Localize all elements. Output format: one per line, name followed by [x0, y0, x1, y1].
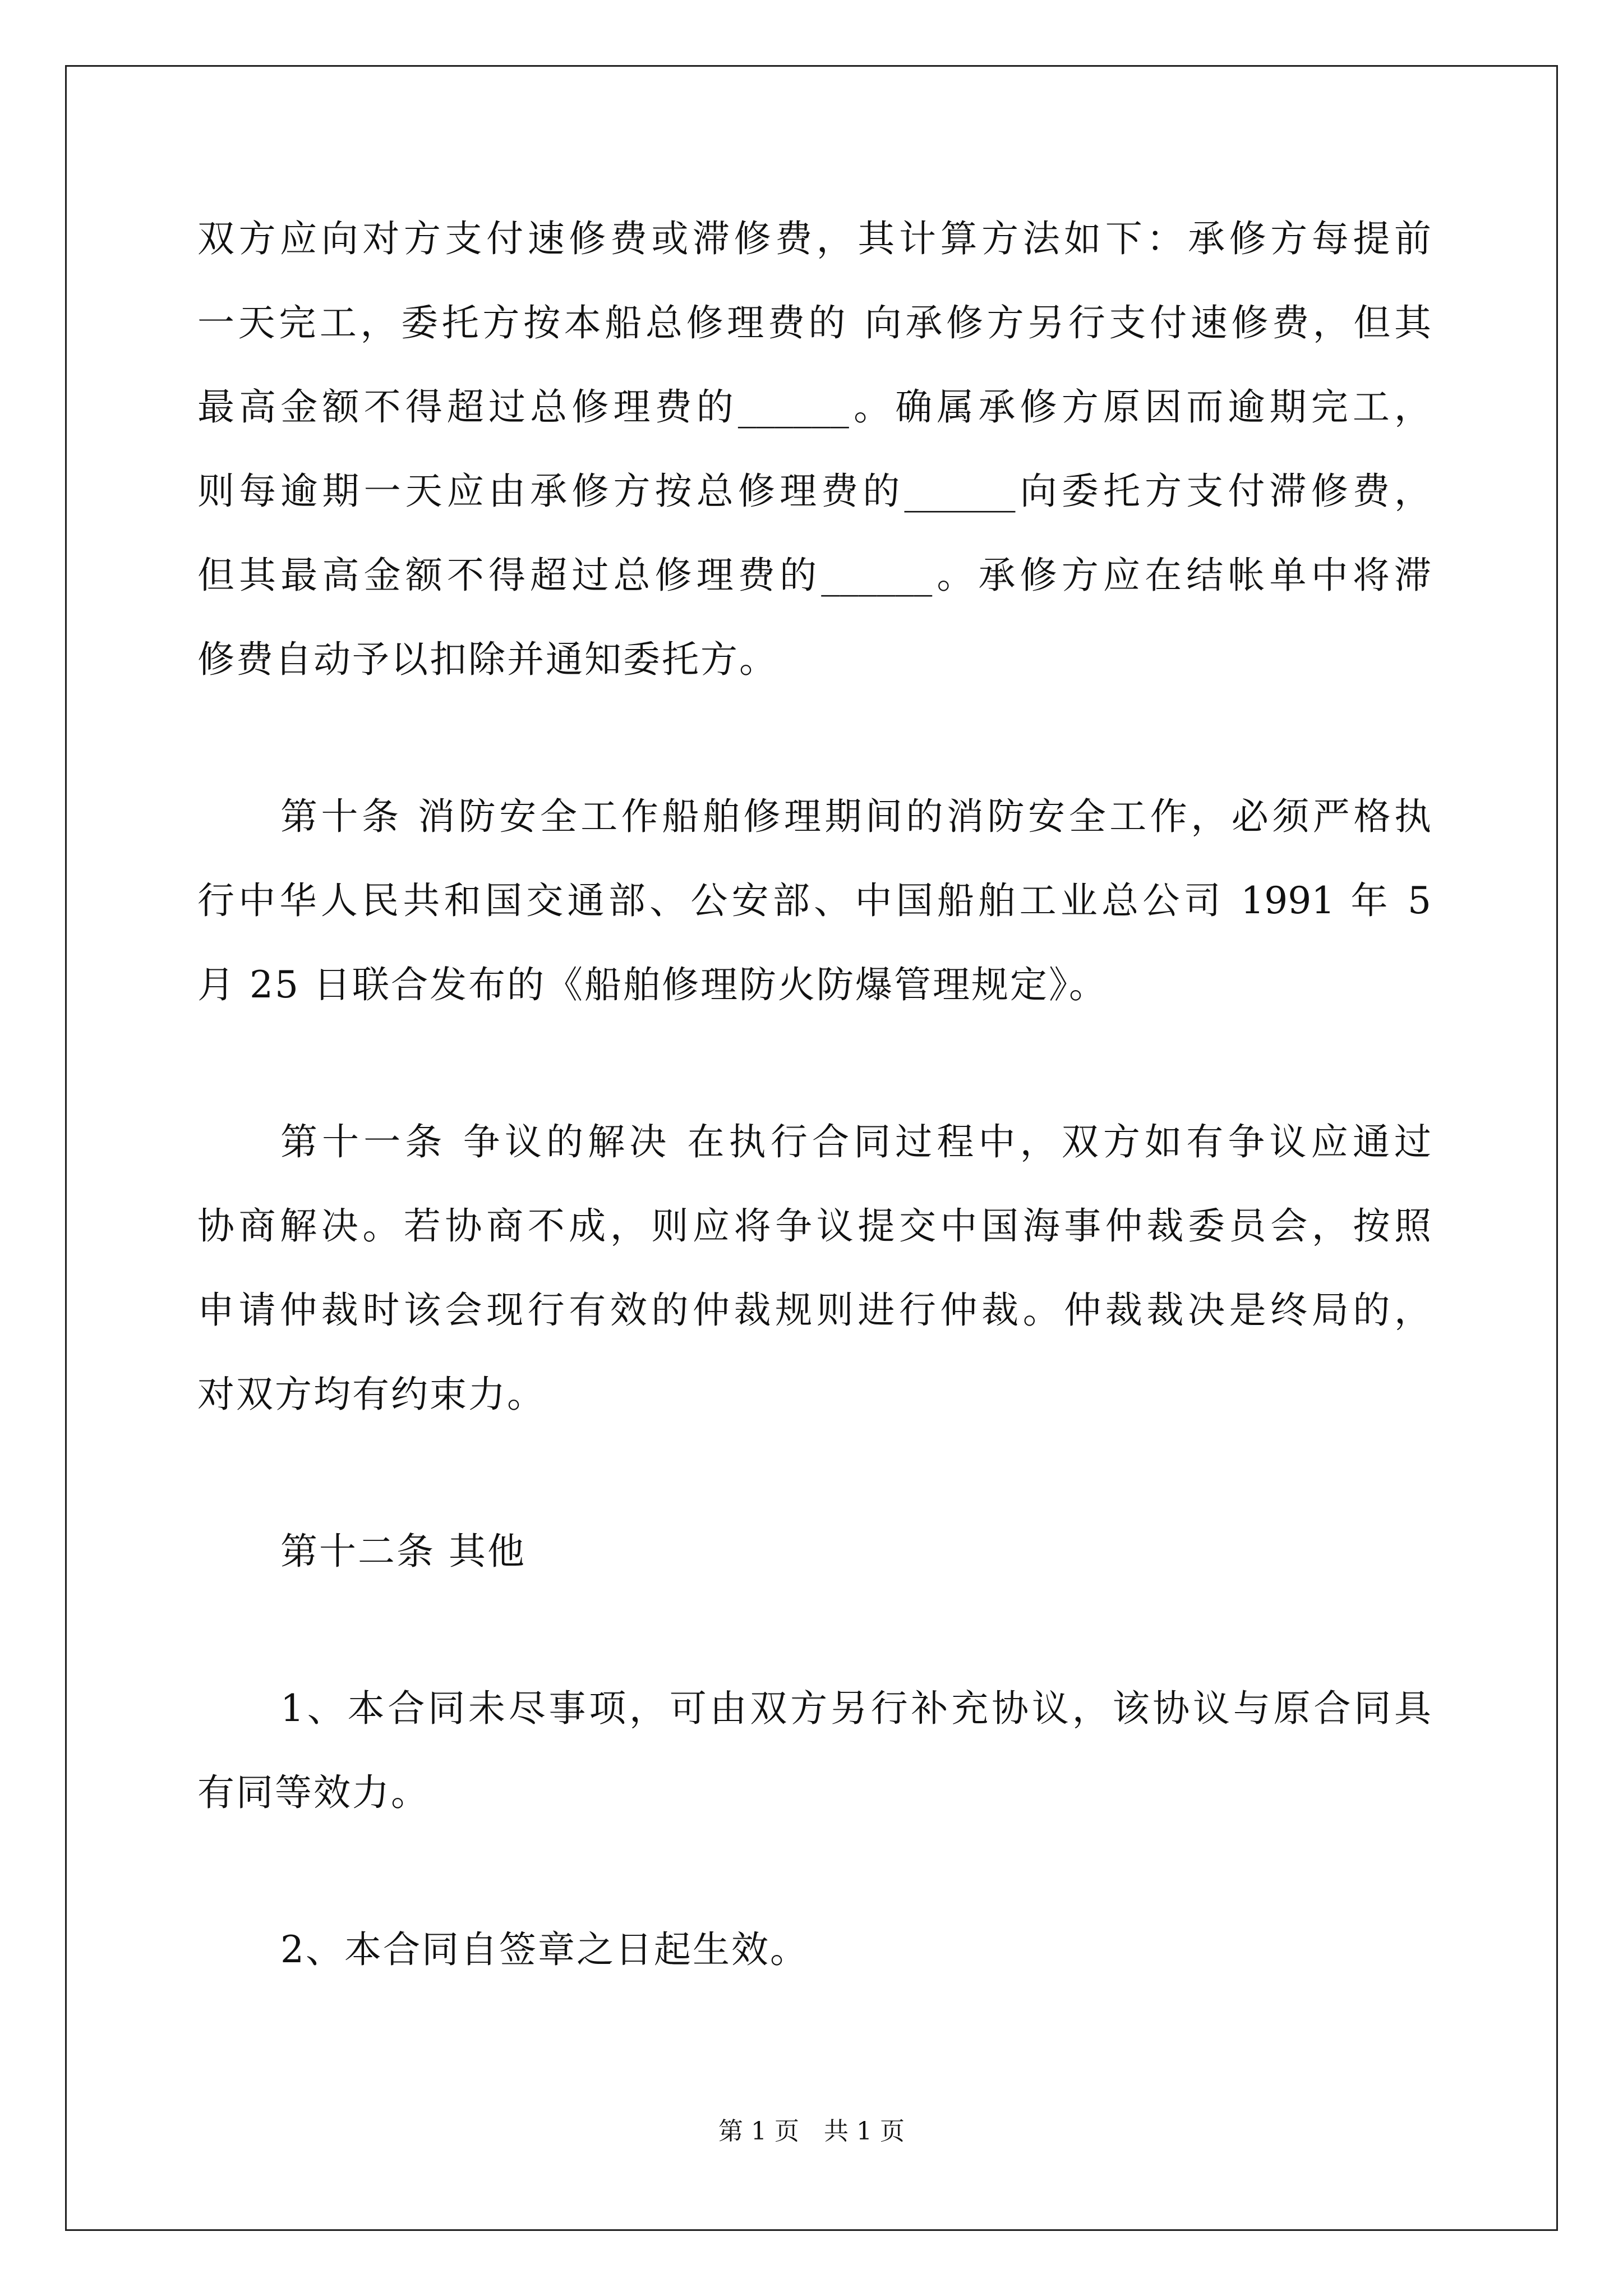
text-line: 对双方均有约束力。 — [197, 1373, 546, 1416]
text-line: 双方应向对方支付速修费或滞修费，其计算方法如下：承修方每提前 — [197, 217, 1431, 260]
text-line: 但其最高金额不得超过总修理费的______。承修方应在结帐单中将滞 — [197, 554, 1431, 597]
text-line: 有同等效力。 — [197, 1771, 430, 1814]
article-11-heading-line: 第十一条 争议的解决 在执行合同过程中，双方如有争议应通过 — [280, 1120, 1431, 1163]
article-10-heading-line: 第十条 消防安全工作船舶修理期间的消防安全工作，必须严格执 — [280, 795, 1431, 838]
text-line: 最高金额不得超过总修理费的______。确属承修方原因而逾期完工， — [197, 385, 1431, 429]
text-line: 申请仲裁时该会现行有效的仲裁规则进行仲裁。仲裁裁决是终局的， — [197, 1289, 1431, 1332]
text-line: 月 25 日联合发布的《船舶修理防火防爆管理规定》。 — [197, 963, 1108, 1006]
clause-1-line: 1、本合同未尽事项，可由双方另行补充协议，该协议与原合同具 — [280, 1687, 1431, 1730]
text-line: 行中华人民共和国交通部、公安部、中国船舶工业总公司 1991 年 5 — [197, 879, 1431, 922]
text-line: 一天完工，委托方按本船总修理费的 向承修方另行支付速修费，但其 — [197, 301, 1431, 344]
article-12-heading: 第十二条 其他 — [280, 1530, 526, 1573]
clause-2-line: 2、本合同自签章之日起生效。 — [280, 1928, 809, 1971]
text-line: 修费自动予以扣除并通知委托方。 — [197, 638, 778, 681]
text-line: 协商解决。若协商不成，则应将争议提交中国海事仲裁委员会，按照 — [197, 1204, 1431, 1248]
page-number-footer: 第 1 页 共 1 页 — [718, 2117, 905, 2146]
text-line: 则每逾期一天应由承修方按总修理费的______向委托方支付滞修费， — [197, 470, 1431, 513]
